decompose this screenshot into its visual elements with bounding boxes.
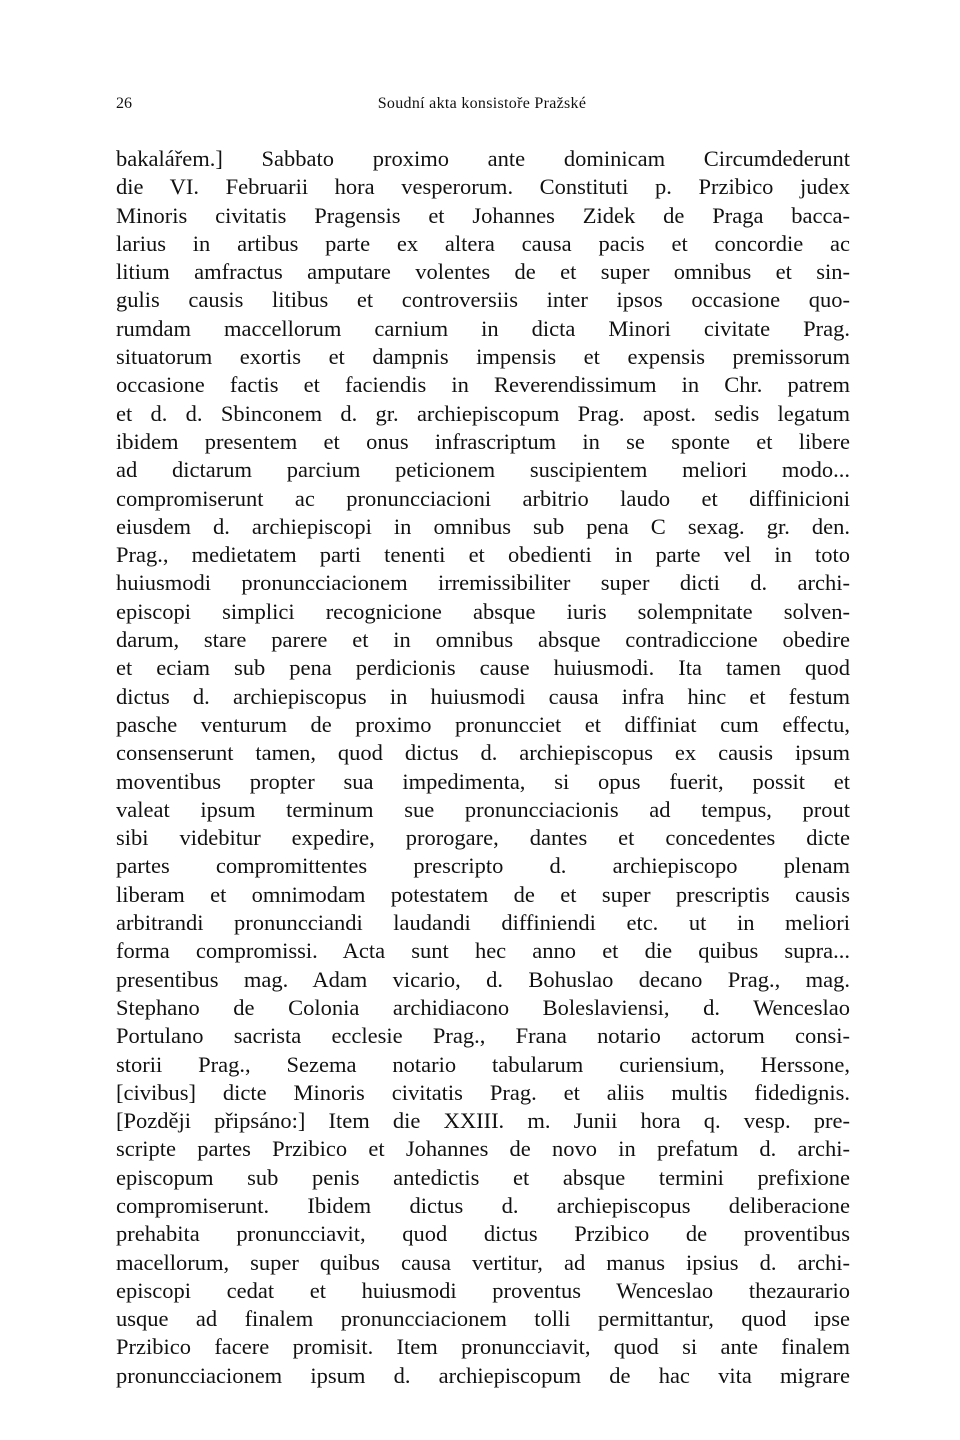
text-line: eiusdem d. archiepiscopi in omnibus sub pena C sexag. gr. den. [116,513,850,539]
text-line: die VI. Februarii hora vesperorum. Constituti p. Przibico judex [116,174,850,200]
text-line: scripte partes Przibico et Johannes de novo in prefatum d. archi- [116,1136,850,1162]
text-line: valeat ipsum terminum sue pronuncciacionis ad tempus, prout [116,796,850,822]
text-line: rumdam maccellorum carnium in dicta Minori civitate Prag. [116,315,850,341]
text-line: partes compromittentes prescripto d. archiepiscopo plenam [116,853,850,879]
text-line: episcopi cedat et huiusmodi proventus Wenceslao thezaurario [116,1277,850,1303]
text-line: [civibus] dicte Minoris civitatis Prag. et aliis multis fidedignis. [116,1079,850,1105]
text-line: darum, stare parere et in omnibus absque contradiccione obedire [116,627,850,653]
text-line: Przibico facere promisit. Item pronuncciavit, quod si ante finalem [116,1334,850,1360]
text-line: larius in artibus parte ex altera causa pacis et concordie ac [116,230,850,256]
page-number: 26 [116,95,132,112]
text-line: usque ad finalem pronuncciacionem tolli permittantur, quod ipse [116,1306,850,1332]
text-line: presentibus mag. Adam vicario, d. Bohuslao decano Prag., mag. [116,966,850,992]
text-line: episcopum sub penis antedictis et absque termini prefixione [116,1164,850,1190]
text-line: pronuncciacionem ipsum d. archiepiscopum de hac vita migrare [116,1362,850,1388]
text-line: Stephano de Colonia archidiacono Boleslaviensi, d. Wenceslao [116,994,850,1020]
text-line: et eciam sub pena perdicionis cause huiusmodi. Ita tamen quod [116,655,850,681]
text-line: dictus d. archiepiscopus in huiusmodi causa infra hinc et festum [116,683,850,709]
text-line: compromiserunt. Ibidem dictus d. archiepiscopus deliberacione [116,1192,850,1218]
text-line: episcopi simplici recognicione absque iuris solempnitate solven- [116,598,850,624]
text-line: arbitrandi pronuncciandi laudandi diffiniendi etc. ut in meliori [116,910,850,936]
running-header [116,92,848,116]
text-line: occasione factis et faciendis in Reverendissimum in Chr. patrem [116,372,850,398]
text-line: [Později připsáno:] Item die XXIII. m. Junii hora q. vesp. pre- [116,1108,850,1134]
text-line: situatorum exortis et dampnis impensis et expensis premissorum [116,344,850,370]
text-line: et d. d. Sbinconem d. gr. archiepiscopum Prag. apost. sedis legatum [116,400,850,426]
text-line: macellorum, super quibus causa vertitur, ad manus ipsius d. archi- [116,1249,850,1275]
text-line: ibidem presentem et onus infrascriptum in se sponte et libere [116,428,850,454]
text-line: sibi videbitur expedire, prorogare, dantes et concedentes dicte [116,825,850,851]
text-line: Portulano sacrista ecclesie Prag., Frana notario actorum consi- [116,1023,850,1049]
text-line: bakalářem.] Sabbato proximo ante dominicam Circumdederunt [116,146,850,171]
text-line: prehabita pronuncciavit, quod dictus Przibico de proventibus [116,1221,850,1247]
text-line: Prag., medietatem parti tenenti et obedienti in parte vel in toto [116,542,850,568]
text-line: consenserunt tamen, quod dictus d. archiepiscopus ex causis ipsum [116,740,850,766]
text-line: gulis causis litibus et controversiis inter ipsos occasione quo- [116,287,850,313]
text-line: litium amfractus amputare volentes de et super omnibus et sin- [116,259,850,285]
text-line: liberam et omnimodam potestatem de et super prescriptis causis [116,881,850,907]
text-line: Minoris civitatis Pragensis et Johannes Zidek de Praga bacca- [116,202,850,228]
body-text [116,145,850,1390]
text-line: storii Prag., Sezema notario tabularum curiensium, Herssone, [116,1051,850,1077]
text-line: pasche venturum de proximo pronuncciet et diffiniat cum effectu, [116,711,850,737]
text-line: moventibus propter sua impedimenta, si opus fuerit, possit et [116,768,850,794]
text-line: ad dictarum parcium peticionem suscipientem meliori modo... [116,457,850,483]
text-line: forma compromissi. Acta sunt hec anno et die quibus supra... [116,938,850,964]
text-line: huiusmodi pronuncciacionem irremissibiliter super dicti d. archi- [116,570,850,596]
running-title: Soudní akta konsistoře Pražské [377,95,587,112]
text-line: compromiserunt ac pronuncciacioni arbitrio laudo et diffinicioni [116,485,850,511]
